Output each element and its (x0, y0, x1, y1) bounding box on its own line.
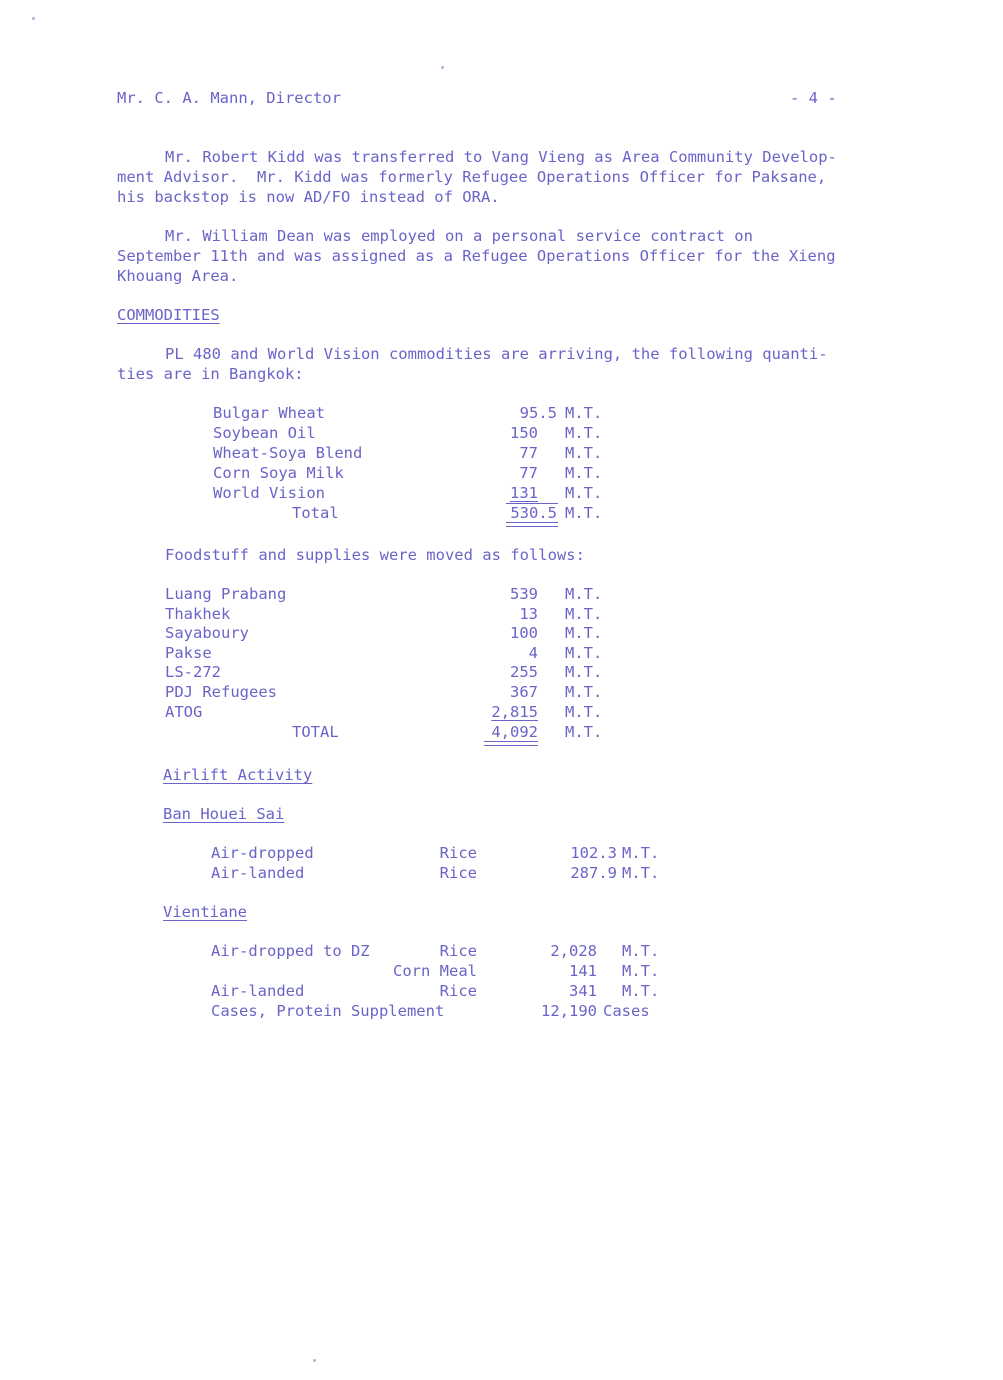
table-row (0, 941, 1003, 961)
destination-unit: M.T. (565, 644, 603, 662)
paragraph-line: Mr. William Dean was employed on a personal service contract on (165, 227, 753, 245)
commodities-intro (117, 344, 887, 384)
destination-quantity: 2,815 (491, 703, 538, 721)
total-quantity: 530.5 (510, 504, 557, 522)
scan-speck (313, 1359, 316, 1362)
airlift-type: Air-dropped (211, 844, 314, 862)
table-row (0, 463, 1003, 483)
destination-unit: M.T. (565, 605, 603, 623)
item-name: World Vision (213, 484, 325, 502)
destination-quantity: 255 (510, 663, 538, 681)
destination-quantity: 100 (510, 624, 538, 642)
destination-unit: M.T. (565, 683, 603, 701)
item-name: Wheat-Soya Blend (213, 444, 363, 462)
table-row (0, 961, 1003, 981)
total-label: Total (292, 504, 339, 522)
item-name: Soybean Oil (213, 424, 316, 442)
cases-unit: Cases (603, 1002, 650, 1020)
table-row (0, 843, 1003, 863)
destination-unit: M.T. (565, 585, 603, 603)
paragraph-line: ment Advisor. Mr. Kidd was formerly Refugee Operations Officer for Paksane, (117, 168, 827, 186)
item-unit: M.T. (565, 404, 603, 422)
destination-name: LS-272 (165, 663, 221, 681)
table-row (0, 643, 1003, 663)
total-unit: M.T. (565, 723, 603, 741)
item-name: Corn Soya Milk (213, 464, 344, 482)
airlift-commodity: Corn Meal (393, 962, 477, 980)
airlift-commodity: Rice (439, 982, 477, 1000)
destination-name: ATOG (165, 703, 203, 721)
table-row (0, 863, 1003, 883)
airlift-type: Air-dropped to DZ (211, 942, 370, 960)
airlift-commodity: Rice (439, 864, 477, 882)
paragraph-line: his backstop is now AD/FO instead of ORA. (117, 188, 500, 206)
table-row (0, 981, 1003, 1001)
subheading-ban-houei-sai: Ban Houei Sai (163, 805, 285, 823)
airlift-commodity: Rice (439, 942, 477, 960)
airlift-type: Air-landed (211, 982, 305, 1000)
airlift-quantity: 141 (569, 962, 597, 980)
item-quantity: 131 (510, 484, 538, 502)
paragraph-line: Mr. Robert Kidd was transferred to Vang Vieng as Area Community Develop- (165, 148, 837, 166)
destination-quantity: 4 (528, 644, 538, 662)
item-quantity: 77 (519, 444, 538, 462)
item-unit: M.T. (565, 464, 603, 482)
table-total-row (0, 503, 1003, 523)
destination-name: Thakhek (165, 605, 231, 623)
table-row (0, 604, 1003, 624)
destination-name: PDJ Refugees (165, 683, 277, 701)
paragraph-line: ties are in Bangkok: (117, 365, 304, 383)
destination-name: Pakse (165, 644, 212, 662)
scan-speck (441, 66, 444, 69)
paragraph-line: September 11th and was assigned as a Refugee Operations Officer for the Xieng (117, 247, 836, 265)
subtotal-rule (506, 503, 558, 504)
airlift-type: Air-landed (211, 864, 305, 882)
paragraph-dean (117, 226, 887, 286)
table-row (0, 623, 1003, 643)
airlift-unit: M.T. (622, 864, 660, 882)
destination-quantity: 539 (510, 585, 538, 603)
paragraph-line: PL 480 and World Vision commodities are arriving, the following quanti- (165, 345, 828, 363)
airlift-quantity: 102.3 (570, 844, 617, 862)
item-name: Bulgar Wheat (213, 404, 325, 422)
destination-name: Luang Prabang (165, 585, 287, 603)
paragraph-line: Khouang Area. (117, 267, 239, 285)
section-heading-airlift: Airlift Activity (163, 766, 313, 784)
total-unit: M.T. (565, 504, 603, 522)
item-quantity: 95.5 (519, 404, 557, 422)
item-unit: M.T. (565, 424, 603, 442)
subheading-vientiane: Vientiane (163, 903, 247, 921)
table-row (0, 702, 1003, 722)
total-double-rule (484, 741, 538, 746)
moved-intro: Foodstuff and supplies were moved as follows: (165, 546, 585, 564)
table-row (0, 584, 1003, 604)
table-row (0, 662, 1003, 682)
airlift-commodity: Rice (439, 844, 477, 862)
page-number: - 4 - (790, 89, 837, 107)
destination-quantity: 367 (510, 683, 538, 701)
airlift-unit: M.T. (622, 942, 660, 960)
destination-unit: M.T. (565, 663, 603, 681)
memo-addressee: Mr. C. A. Mann, Director (117, 89, 341, 107)
table-total-row (0, 722, 1003, 742)
table-row (0, 1001, 1003, 1021)
total-quantity: 4,092 (491, 723, 538, 741)
cases-quantity: 12,190 (541, 1002, 597, 1020)
destination-unit: M.T. (565, 703, 603, 721)
total-double-rule (506, 522, 558, 527)
airlift-quantity: 2,028 (550, 942, 597, 960)
cases-label: Cases, Protein Supplement (211, 1002, 445, 1020)
table-row (0, 483, 1003, 503)
table-row (0, 403, 1003, 423)
destination-unit: M.T. (565, 624, 603, 642)
item-unit: M.T. (565, 444, 603, 462)
table-row (0, 423, 1003, 443)
table-row (0, 682, 1003, 702)
paragraph-kidd (117, 147, 887, 207)
airlift-quantity: 341 (569, 982, 597, 1000)
destination-name: Sayaboury (165, 624, 249, 642)
destination-quantity: 13 (519, 605, 538, 623)
item-unit: M.T. (565, 484, 603, 502)
scan-speck (32, 17, 35, 20)
section-heading-commodities: COMMODITIES (117, 306, 220, 324)
item-quantity: 150 (510, 424, 538, 442)
airlift-unit: M.T. (622, 982, 660, 1000)
total-label: TOTAL (292, 723, 339, 741)
airlift-unit: M.T. (622, 962, 660, 980)
airlift-quantity: 287.9 (570, 864, 617, 882)
item-quantity: 77 (519, 464, 538, 482)
table-row (0, 443, 1003, 463)
airlift-unit: M.T. (622, 844, 660, 862)
